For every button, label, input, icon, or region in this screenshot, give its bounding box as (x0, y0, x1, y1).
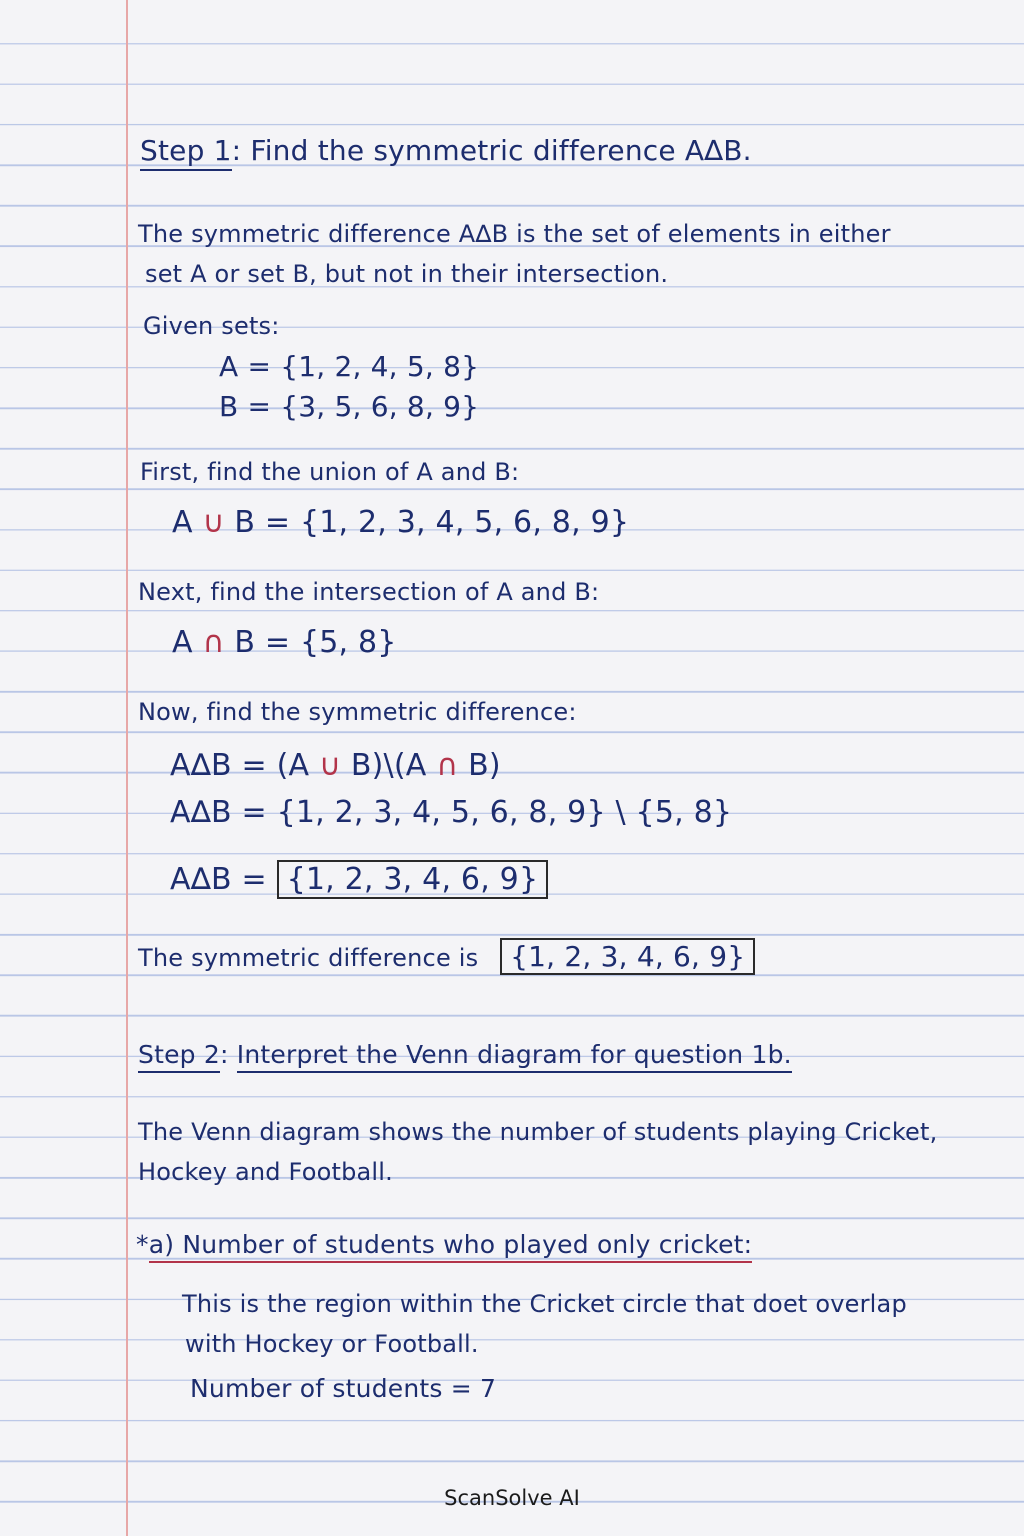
step2-heading (138, 1040, 792, 1069)
footer-watermark: ScanSolve AI (444, 1486, 580, 1510)
intersection-equation (172, 625, 397, 660)
symdiff-equation-2: A∆B = {1, 2, 3, 4, 5, 6, 8, 9} \ {5, 8} (170, 795, 733, 830)
union-symbol: ∪ (202, 505, 225, 540)
symdiff-equation-3 (170, 862, 548, 897)
symdiff-boxed-result: {1, 2, 3, 4, 6, 9} (277, 860, 549, 899)
set-a: A = {1, 2, 4, 5, 8} (219, 350, 480, 383)
step2-title: Interpret the Venn diagram for question 1b. (237, 1040, 792, 1073)
step2-colon: : (219, 1040, 229, 1069)
union-label: First, find the union of A and B: (140, 458, 520, 486)
intersection-label: Next, find the intersection of A and B: (138, 578, 600, 606)
symdiff-union-symbol: ∪ (318, 748, 342, 783)
intersection-lhs: A (172, 625, 203, 660)
part-a-line-1: This is the region within the Cricket circle that doet overlap (182, 1290, 907, 1318)
symdiff-label: Now, find the symmetric difference: (138, 698, 577, 726)
conclusion-line (138, 940, 755, 973)
symdiff-intersection-symbol: ∩ (436, 748, 459, 783)
union-equation (172, 505, 629, 540)
symdiff-eq1-part-b: B)\(A (341, 748, 437, 783)
given-sets-label: Given sets: (143, 312, 280, 340)
part-a-answer: Number of students = 7 (190, 1374, 497, 1403)
union-result: B = {1, 2, 3, 4, 5, 6, 8, 9} (224, 505, 630, 540)
symdiff-equation-1 (170, 748, 501, 783)
asterisk: * (136, 1230, 149, 1259)
symdiff-eq1-part-c: B) (458, 748, 501, 783)
step2-label: Step 2 (138, 1040, 220, 1073)
symdiff-eq1-part-a: A∆B = (A (170, 748, 319, 783)
step1-heading (140, 134, 752, 167)
intersection-symbol: ∩ (202, 625, 225, 660)
margin-line (126, 0, 128, 1536)
conclusion-boxed-result: {1, 2, 3, 4, 6, 9} (500, 938, 755, 975)
intersection-result: B = {5, 8} (224, 625, 397, 660)
conclusion-text: The symmetric difference is (138, 944, 479, 972)
union-lhs: A (172, 505, 203, 540)
part-a-label: a) Number of students who played only cricket: (149, 1230, 753, 1263)
step1-title: Find the symmetric difference A∆B. (250, 134, 752, 167)
symdiff-eq3-lhs: A∆B = (170, 862, 277, 897)
definition-line-1: The symmetric difference A∆B is the set of elements in either (138, 220, 891, 248)
definition-line-2: set A or set B, but not in their intersection. (145, 260, 669, 288)
part-a-heading (136, 1230, 752, 1259)
step1-label: Step 1 (140, 134, 232, 171)
set-b: B = {3, 5, 6, 8, 9} (219, 390, 480, 423)
venn-line-2: Hockey and Football. (138, 1158, 393, 1186)
step1-colon: : (231, 134, 242, 167)
part-a-line-2: with Hockey or Football. (185, 1330, 479, 1358)
venn-line-1: The Venn diagram shows the number of students playing Cricket, (138, 1118, 938, 1146)
